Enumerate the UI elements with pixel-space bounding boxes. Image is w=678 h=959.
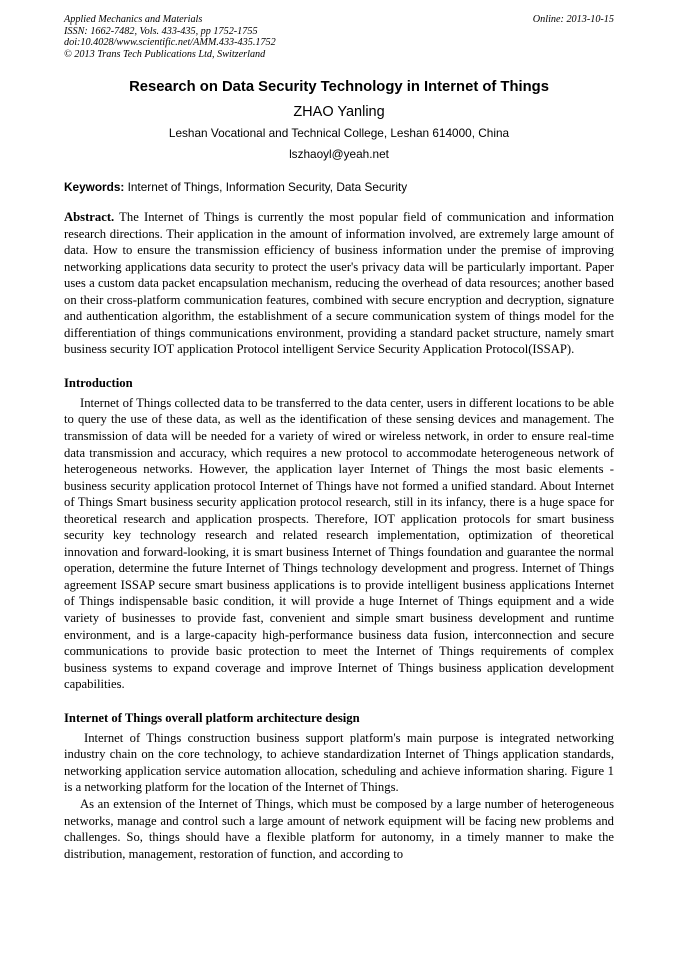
author-affiliation: Leshan Vocational and Technical College, Leshan 614000, China xyxy=(168,126,510,140)
abstract xyxy=(64,209,614,358)
section-heading-introduction: Introduction xyxy=(64,375,133,390)
online-date: Online: 2013-10-15 xyxy=(532,14,614,25)
paper-title: Research on Data Security Technology in Internet of Things xyxy=(129,79,549,95)
introduction-paragraph: Internet of Things collected data to be transferred to the data center, users in different locations to be able to query the use of these data, as well as the identification of these sensing devices and management. The transmission of data will be needed for a variety of wired or wireless network, in order to ensure real-time data transmission and accuracy, which requires a new protocol to accommodate heterogeneous network of heterogeneous networks. However, the application layer Internet of Things the most basic elements - business security application protocol Internet of Things have not formed a unified standard. About Internet of Things Smart business security application protocol research, still in its infancy, there is a huge space for theoretical research and application prospects. Therefore, IOT application protocols for smart business security key technology research and related research implementation, optimization of theoretical innovation and forward-looking, it is smart business Internet of Things foundation and guarantee the normal operation, determine the future Internet of Things technology development and progress. Internet of Things agreement ISSAP secure smart business applications is to provide intelligent business applications Internet of Things indispensable basic condition, it will provide a huge Internet of Things equipment and a wide variety of businesses to provide fast, convenient and simple smart business development and runtime environment, and is a large-capacity high-performance business data fusion, interconnection and secure communications to provide basic protection to meet the Internet of Things requirements of complex business systems to expand coverage and improve Internet of Things business application development capabilities. xyxy=(64,395,614,692)
masthead-left xyxy=(64,14,276,60)
paper-page xyxy=(64,14,614,862)
journal-masthead xyxy=(64,14,614,60)
copyright-line: © 2013 Trans Tech Publications Ltd, Switzerland xyxy=(64,48,266,60)
abstract-label: Abstract. xyxy=(64,210,115,224)
architecture-paragraph-1: Internet of Things construction business support platform's main purpose is integrated networking industry chain on the core technology, to achieve standardization Internet of Things application standards, networking application service automation allocation, scheduling and achieve information sharing. Figure 1 is a networking platform for the location of the Internet of Things. xyxy=(64,730,614,795)
author-email: lszhaoyl@yeah.net xyxy=(289,147,389,161)
keywords-text: Internet of Things, Information Security, Data Security xyxy=(124,180,408,194)
issn-line: ISSN: 1662-7482, Vols. 433-435, pp 1752-1755 xyxy=(64,25,258,37)
architecture-paragraph-2: As an extension of the Internet of Things, which must be composed by a large number of heterogeneous networks, manage and control such a large amount of network equipment will be facing new problems and challenges. So, things should have a flexible platform for autonomy, in a timely manner to make the distribution, management, restoration of function, and according to xyxy=(64,796,614,861)
journal-name: Applied Mechanics and Materials xyxy=(64,14,203,25)
keywords xyxy=(64,180,614,195)
keywords-label: Keywords: xyxy=(64,180,125,194)
author-name: ZHAO Yanling xyxy=(293,104,385,120)
abstract-text: The Internet of Things is currently the most popular field of communication and information research directions. Their application in the amount of information involved, are extremely large amount of data. How to ensure the transmission efficiency of business information under the premise of improving networking applications data security to protect the user's privacy data will be particularly important. Paper uses a custom data packet encapsulation mechanism, reducing the overhead of data resources; another based on their cross-platform communication features, combined with secure encryption and decryption, signature and authentication algorithm, the establishment of a secure communication system of things model for the differentiation of things communications environment, providing a standard packet structure, namely smart business security IOT application Protocol intelligent Service Security Application Protocol(ISSAP). xyxy=(64,210,614,357)
doi-line: doi:10.4028/www.scientific.net/AMM.433-435.1752 xyxy=(64,37,276,48)
section-heading-architecture: Internet of Things overall platform architecture design xyxy=(64,710,360,725)
